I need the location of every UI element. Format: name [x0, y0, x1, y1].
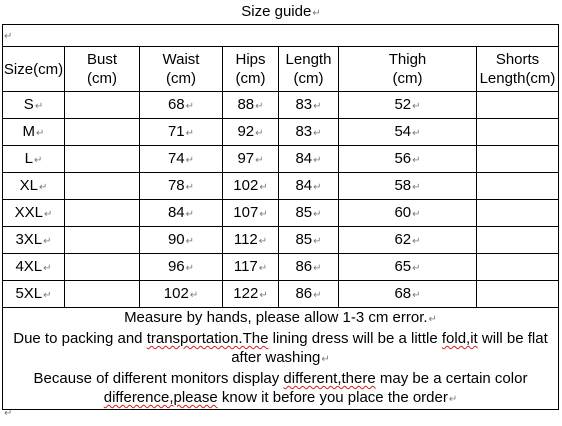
notes-cell [3, 308, 559, 410]
cell-size: 5XL↵ [3, 281, 65, 308]
cell-mark-icon: ↵ [412, 127, 421, 139]
cell-mark-icon: ↵ [255, 100, 264, 112]
table-row [3, 146, 559, 173]
cell-waist: 96↵ [140, 254, 223, 281]
cell-thigh: 54↵ [339, 119, 477, 146]
cell-size: 3XL↵ [3, 227, 65, 254]
cell-mark-icon: ↵ [185, 262, 195, 274]
cell-shorts [477, 227, 559, 254]
cell-mark-icon: ↵ [313, 127, 322, 139]
cell-thigh: 60↵ [339, 200, 477, 227]
notes-row [3, 308, 559, 410]
note-line-3: after washing↵ [231, 349, 330, 366]
table-header-row [3, 47, 559, 92]
cell-mark-icon: ↵ [185, 100, 195, 112]
cell-bust [65, 92, 140, 119]
cell-waist: 71↵ [140, 119, 223, 146]
blank-cell [3, 25, 559, 47]
cell-waist: 74↵ [140, 146, 223, 173]
page-title [0, 3, 562, 23]
table-row [3, 200, 559, 227]
cell-waist: 78↵ [140, 173, 223, 200]
cell-thigh: 52↵ [339, 92, 477, 119]
table-row [3, 254, 559, 281]
table-row [3, 92, 559, 119]
cell-shorts [477, 200, 559, 227]
cell-length: 83↵ [279, 92, 339, 119]
cell-waist: 102↵ [140, 281, 223, 308]
cell-mark-icon: ↵ [34, 100, 44, 112]
cell-length: 86↵ [279, 254, 339, 281]
cell-size: S↵ [3, 92, 65, 119]
cell-mark-icon: ↵ [255, 127, 264, 139]
cell-length: 83↵ [279, 119, 339, 146]
header-bust: Bust (cm) [65, 47, 140, 92]
cell-shorts [477, 119, 559, 146]
cell-mark-icon: ↵ [185, 154, 195, 166]
header-waist: Waist (cm) [140, 47, 223, 92]
cell-mark-icon: ↵ [313, 208, 322, 220]
header-hips: Hips (cm) [223, 47, 279, 92]
cell-hips: 117↵ [223, 254, 279, 281]
cell-mark-icon: ↵ [259, 289, 268, 301]
cell-thigh: 65↵ [339, 254, 477, 281]
cell-bust [65, 146, 140, 173]
table-row [3, 119, 559, 146]
note-line-1: Measure by hands, please allow 1-3 cm error.↵ [124, 309, 437, 326]
cell-hips: 112↵ [223, 227, 279, 254]
cell-mark-icon: ↵ [412, 262, 421, 274]
cell-mark-icon: ↵ [36, 127, 45, 139]
cell-hips: 107↵ [223, 200, 279, 227]
cell-size: XL↵ [3, 173, 65, 200]
cell-length: 85↵ [279, 227, 339, 254]
cell-mark-icon: ↵ [412, 154, 421, 166]
note-line-4: Because of different monitors display different,there may be a certain color [33, 370, 528, 387]
header-size: Size(cm) [3, 47, 65, 92]
cell-mark-icon: ↵ [43, 289, 52, 301]
cell-shorts [477, 281, 559, 308]
cell-mark-icon: ↵ [38, 181, 48, 193]
cell-mark-icon: ↵ [412, 289, 421, 301]
cell-mark-icon: ↵ [185, 127, 195, 139]
note-line-2: Due to packing and transportation.The lining dress will be a little fold,it will be flat [13, 330, 548, 347]
cell-mark-icon: ↵ [412, 208, 421, 220]
cell-thigh: 58↵ [339, 173, 477, 200]
title-text: Size guide [241, 3, 312, 20]
cell-shorts [477, 173, 559, 200]
cell-mark-icon: ↵ [313, 181, 322, 193]
cell-size: M↵ [3, 119, 65, 146]
cell-mark-icon: ↵ [43, 235, 52, 247]
table-row [3, 227, 559, 254]
table-blank-row [3, 25, 559, 47]
cell-mark-icon: ↵ [412, 181, 421, 193]
cell-mark-icon: ↵ [259, 181, 268, 193]
cell-waist: 90↵ [140, 227, 223, 254]
note-line-5: difference,please know it before you place the order↵ [103, 389, 458, 406]
cell-shorts [477, 92, 559, 119]
cell-bust [65, 119, 140, 146]
table-row [3, 281, 559, 308]
cell-mark-icon: ↵ [313, 154, 322, 166]
cell-mark-icon: ↵ [259, 208, 268, 220]
cell-thigh: 68↵ [339, 281, 477, 308]
header-length: Length (cm) [279, 47, 339, 92]
cell-hips: 122↵ [223, 281, 279, 308]
cell-mark-icon: ↵ [313, 100, 322, 112]
cell-size: L↵ [3, 146, 65, 173]
paragraph-mark-icon: ↵ [4, 408, 13, 419]
cell-mark-icon: ↵ [185, 235, 195, 247]
cell-shorts [477, 254, 559, 281]
header-thigh: Thigh (cm) [339, 47, 477, 92]
cell-bust [65, 200, 140, 227]
header-shorts: Shorts Length(cm) [477, 47, 559, 92]
cell-size: 4XL↵ [3, 254, 65, 281]
cell-hips: 97↵ [223, 146, 279, 173]
cell-bust [65, 281, 140, 308]
cell-bust [65, 254, 140, 281]
cell-mark-icon: ↵ [43, 208, 53, 220]
size-guide-table [2, 24, 559, 410]
cell-waist: 84↵ [140, 200, 223, 227]
cell-mark-icon: ↵ [313, 262, 322, 274]
cell-waist: 68↵ [140, 92, 223, 119]
cell-hips: 92↵ [223, 119, 279, 146]
cell-length: 84↵ [279, 146, 339, 173]
cell-mark-icon: ↵ [255, 154, 264, 166]
cell-mark-icon: ↵ [185, 208, 195, 220]
paragraph-mark-icon: ↵ [4, 31, 13, 42]
cell-mark-icon: ↵ [43, 262, 52, 274]
cell-shorts [477, 146, 559, 173]
cell-mark-icon: ↵ [412, 100, 421, 112]
cell-mark-icon: ↵ [258, 262, 268, 274]
cell-mark-icon: ↵ [412, 235, 421, 247]
cell-bust [65, 173, 140, 200]
table-row [3, 173, 559, 200]
cell-hips: 102↵ [223, 173, 279, 200]
cell-length: 84↵ [279, 173, 339, 200]
cell-mark-icon: ↵ [258, 235, 268, 247]
cell-mark-icon: ↵ [313, 289, 322, 301]
cell-mark-icon: ↵ [189, 289, 199, 301]
cell-bust [65, 227, 140, 254]
cell-length: 85↵ [279, 200, 339, 227]
cell-length: 86↵ [279, 281, 339, 308]
cell-thigh: 62↵ [339, 227, 477, 254]
cell-mark-icon: ↵ [185, 181, 195, 193]
cell-mark-icon: ↵ [313, 235, 322, 247]
cell-size: XXL↵ [3, 200, 65, 227]
cell-mark-icon: ↵ [33, 154, 43, 166]
cell-hips: 88↵ [223, 92, 279, 119]
cell-thigh: 56↵ [339, 146, 477, 173]
paragraph-mark-icon: ↵ [312, 8, 321, 19]
